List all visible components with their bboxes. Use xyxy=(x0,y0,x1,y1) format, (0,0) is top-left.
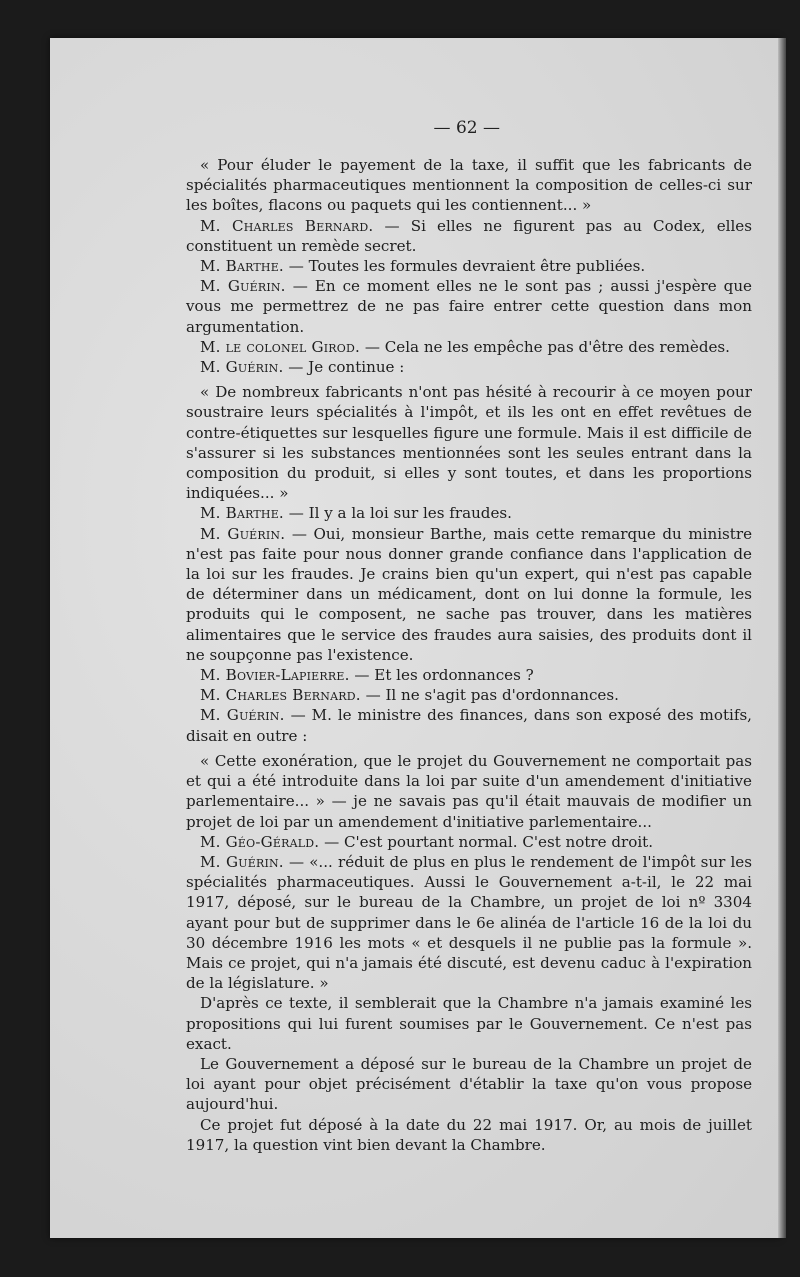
paragraph: « Cette exonération, que le projet du Gouvernement ne comportait pas et qui a été introduite dans la loi par suite d'un amendement d'initiative parlementaire... » — je ne savais pas qu'il était mauvais de modifier un projet de loi par un amendement d'initiative parlementaire... xyxy=(186,751,752,831)
speaker-name: M. Barthe. xyxy=(200,504,284,523)
paragraph: M. Guérin. — M. le ministre des finances, dans son exposé des motifs, disait en outre : xyxy=(186,706,752,745)
paragraph: M. le colonel Girod. — Cela ne les empêche pas d'être des remèdes. xyxy=(200,337,730,356)
speaker-name: M. Barthe. xyxy=(200,257,284,276)
paragraph: M. Barthe. — Toutes les formules devraient être publiées. xyxy=(200,257,646,276)
paragraph: M. Guérin. — «... réduit de plus en plus le rendement de l'impôt sur les spécialités pharmaceutiques. Aussi le Gouvernement a-t-il, le 22 mai 1917, déposé, sur le bureau de la Chambre, un projet de loi nº 3304 ayant pour but de supprimer dans le 6e alinéa de l'article 16 de la loi du 30 décembre 1916 les mots « et desquels il ne publie pas la formule ». Mais ce projet, qui n'a jamais été discuté, est devenu caduc à l'expiration de la législature. » xyxy=(186,852,752,993)
page-body xyxy=(186,155,752,1155)
paragraph: « Pour éluder le payement de la taxe, il suffit que les fabricants de spécialités pharmaceutiques mentionnent la composition de celles-ci sur les boîtes, flacons ou paquets qui les contiennent... » xyxy=(186,156,752,215)
page-number: — 62 — xyxy=(433,118,500,138)
paragraph: M. Charles Bernard. — Si elles ne figurent pas au Codex, elles constituent un remède secret. xyxy=(186,216,752,255)
paragraph: Ce projet fut déposé à la date du 22 mai 1917. Or, au mois de juillet 1917, la question vint bien devant la Chambre. xyxy=(186,1115,752,1154)
speaker-name: M. Charles Bernard. xyxy=(200,686,361,705)
paragraph: M. Charles Bernard. — Il ne s'agit pas d'ordonnances. xyxy=(200,686,619,705)
paragraph: M. Guérin. — En ce moment elles ne le sont pas ; aussi j'espère que vous me permettrez de ne pas faire entrer cette question dans mon argumentation. xyxy=(186,277,752,336)
paragraph: M. Bovier-Lapierre. — Et les ordonnances ? xyxy=(200,666,534,685)
speaker-name: M. Guérin. xyxy=(200,277,286,296)
paragraph: « De nombreux fabricants n'ont pas hésité à recourir à ce moyen pour soustraire leurs spécialités à l'impôt, et ils les ont en effet revêtues de contre-étiquettes sur lesquelles figure une formule. Mais il est difficile de s'assurer si les substances mentionnées sont les seules entrant dans la composition du produit, si elles y sont toutes, et dans les proportions indiquées... » xyxy=(186,383,752,503)
speaker-name: M. Bovier-Lapierre. xyxy=(200,666,350,685)
paragraph: M. Géo-Gérald. — C'est pourtant normal. C'est notre droit. xyxy=(200,832,654,851)
speaker-name: M. le colonel Girod. xyxy=(200,337,361,356)
speaker-name: M. Guérin. xyxy=(200,358,284,377)
paragraph: M. Guérin. — Je continue : xyxy=(200,358,405,377)
paragraph: M. Guérin. — Oui, monsieur Barthe, mais cette remarque du ministre n'est pas faite pour nous donner grande confiance dans l'application de la loi sur les fraudes. Je crains bien qu'un expert, qui n'est pas capable de déterminer dans un médicament, dont on lui donne la formule, les produits qui le composent, ne sache pas trouver, dans les matières alimentaires que le service des fraudes aura saisies, des produits dont il ne soupçonne pas l'existence. xyxy=(186,524,753,664)
speaker-name: M. Guérin. xyxy=(200,706,285,725)
paragraph: Le Gouvernement a déposé sur le bureau de la Chambre un projet de loi ayant pour objet précisément d'établir la taxe qu'on vous propose aujourd'hui. xyxy=(186,1054,752,1114)
speaker-name: M. Géo-Gérald. xyxy=(200,832,320,851)
paragraph: D'après ce texte, il semblerait que la Chambre n'a jamais examiné les propositions qui lui furent soumises par le Gouvernement. Ce n'est pas exact. xyxy=(186,994,752,1053)
speaker-name: M. Guérin. xyxy=(200,524,286,543)
page-right-edge xyxy=(778,38,786,1238)
paragraph: M. Barthe. — Il y a la loi sur les fraudes. xyxy=(200,504,512,523)
speaker-name: M. Guérin. xyxy=(200,852,284,871)
speaker-name: M. Charles Bernard. xyxy=(200,216,374,235)
